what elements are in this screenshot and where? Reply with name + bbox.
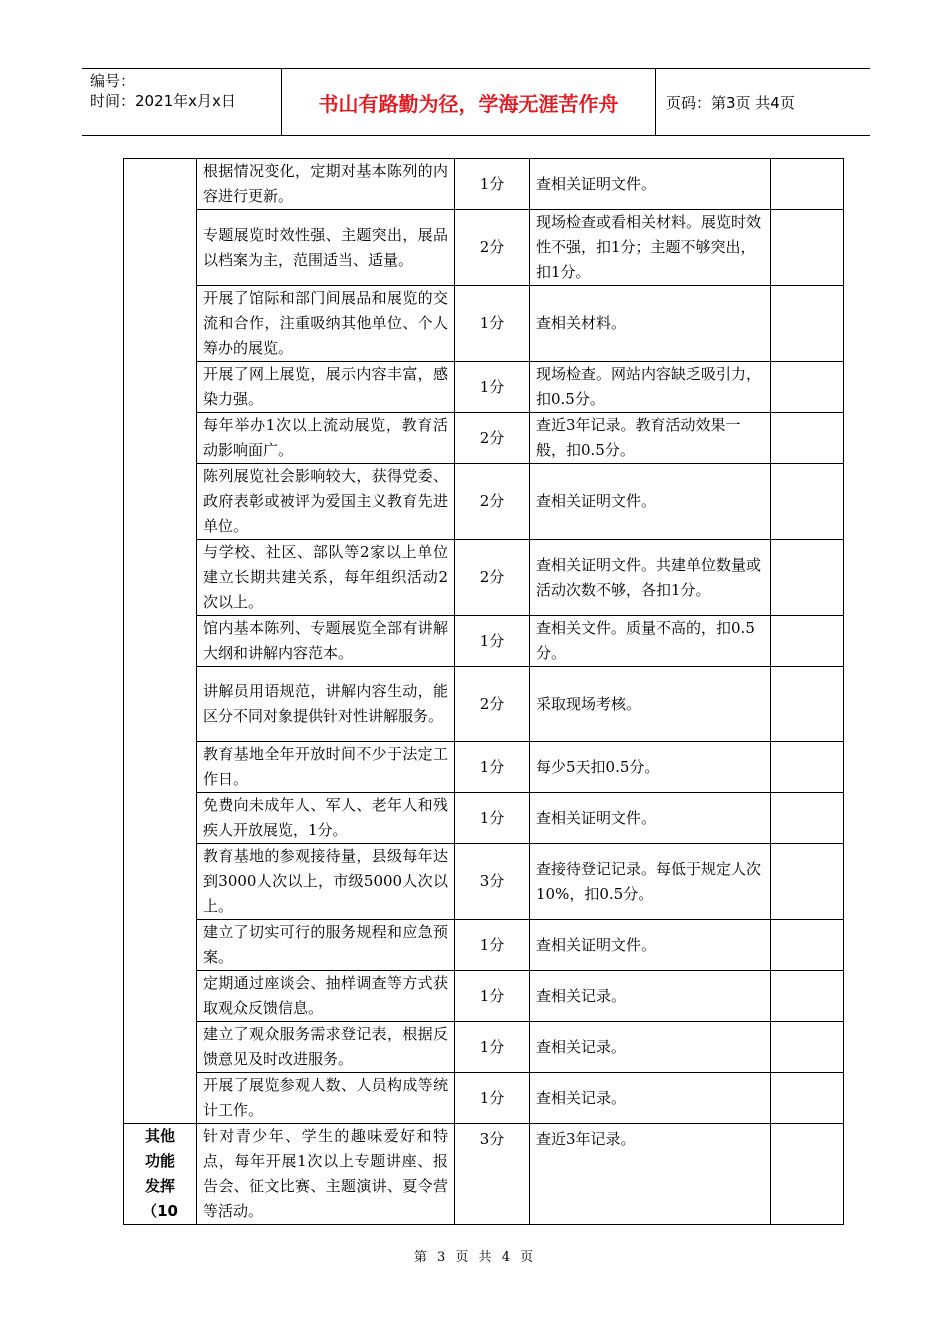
standard-cell: 馆内基本陈列、专题展览全部有讲解大纲和讲解内容范本。	[197, 616, 455, 667]
standard-cell: 讲解员用语规范，讲解内容生动，能区分不同对象提供针对性讲解服务。	[197, 667, 455, 742]
note-cell	[771, 286, 844, 362]
method-cell: 现场检查或看相关材料。展览时效性不强，扣1分；主题不够突出，扣1分。	[530, 210, 771, 286]
note-cell	[771, 742, 844, 793]
standard-cell: 根据情况变化，定期对基本陈列的内容进行更新。	[197, 159, 455, 210]
score-cell: 2分	[455, 667, 530, 742]
method-cell: 查相关文件。质量不高的，扣0.5分。	[530, 616, 771, 667]
note-cell	[771, 1124, 844, 1225]
method-cell: 查相关记录。	[530, 1073, 771, 1124]
table-row	[124, 793, 844, 844]
score-cell: 3分	[455, 1124, 530, 1225]
standard-cell: 开展了馆际和部门间展品和展览的交流和合作，注重吸纳其他单位、个人筹办的展览。	[197, 286, 455, 362]
table-row	[124, 540, 844, 616]
standard-cell: 建立了观众服务需求登记表，根据反馈意见及时改进服务。	[197, 1022, 455, 1073]
score-cell: 1分	[455, 286, 530, 362]
note-cell	[771, 464, 844, 540]
method-cell: 查相关证明文件。	[530, 159, 771, 210]
score-cell: 2分	[455, 540, 530, 616]
table-row	[124, 920, 844, 971]
method-cell: 每少5天扣0.5分。	[530, 742, 771, 793]
standard-cell: 教育基地的参观接待量，县级每年达到3000人次以上，市级5000人次以上。	[197, 844, 455, 920]
page-footer: 第 3 页 共 4 页	[413, 1250, 537, 1265]
table-row	[124, 1124, 844, 1225]
header-motto: 书山有路勤为径，学海无涯苦作舟	[282, 69, 656, 135]
method-cell: 查相关证明文件。共建单位数量或活动次数不够，各扣1分。	[530, 540, 771, 616]
standard-cell: 与学校、社区、部队等2家以上单位建立长期共建关系，每年组织活动2次以上。	[197, 540, 455, 616]
table-row	[124, 464, 844, 540]
method-cell: 查相关证明文件。	[530, 793, 771, 844]
standard-cell: 陈列展览社会影响较大，获得党委、政府表彰或被评为爱国主义教育先进单位。	[197, 464, 455, 540]
table-row	[124, 286, 844, 362]
note-cell	[771, 210, 844, 286]
table-row	[124, 362, 844, 413]
note-cell	[771, 1022, 844, 1073]
standard-cell: 专题展览时效性强、主题突出，展品以档案为主，范围适当、适量。	[197, 210, 455, 286]
note-cell	[771, 793, 844, 844]
method-cell: 查接待登记记录。每低于规定人次10%，扣0.5分。	[530, 844, 771, 920]
note-cell	[771, 844, 844, 920]
score-cell: 1分	[455, 1073, 530, 1124]
score-cell: 1分	[455, 616, 530, 667]
header-page-number: 页码：第3页 共4页	[666, 93, 795, 112]
score-cell: 1分	[455, 793, 530, 844]
table-row	[124, 210, 844, 286]
method-cell: 采取现场考核。	[530, 667, 771, 742]
table-row	[124, 844, 844, 920]
table-row	[124, 159, 844, 210]
standard-cell: 开展了网上展览，展示内容丰富，感染力强。	[197, 362, 455, 413]
score-cell: 1分	[455, 920, 530, 971]
method-cell: 查相关证明文件。	[530, 920, 771, 971]
method-cell: 查相关材料。	[530, 286, 771, 362]
standard-cell: 开展了展览参观人数、人员构成等统计工作。	[197, 1073, 455, 1124]
table-row	[124, 1073, 844, 1124]
score-cell: 2分	[455, 413, 530, 464]
method-cell: 现场检查。网站内容缺乏吸引力，扣0.5分。	[530, 362, 771, 413]
evaluation-table	[123, 158, 844, 1225]
method-cell: 查相关记录。	[530, 971, 771, 1022]
standard-cell: 教育基地全年开放时间不少于法定工作日。	[197, 742, 455, 793]
standard-cell: 免费向未成年人、军人、老年人和残疾人开放展览，1分。	[197, 793, 455, 844]
note-cell	[771, 540, 844, 616]
note-cell	[771, 159, 844, 210]
standard-cell: 定期通过座谈会、抽样调查等方式获取观众反馈信息。	[197, 971, 455, 1022]
score-cell: 1分	[455, 159, 530, 210]
score-cell: 1分	[455, 742, 530, 793]
method-cell: 查近3年记录。教育活动效果一般，扣0.5分。	[530, 413, 771, 464]
score-cell: 1分	[455, 971, 530, 1022]
score-cell: 1分	[455, 1022, 530, 1073]
category-cell-empty	[124, 159, 197, 1124]
table-row	[124, 971, 844, 1022]
note-cell	[771, 362, 844, 413]
table-row	[124, 667, 844, 742]
table-row	[124, 616, 844, 667]
method-cell: 查相关证明文件。	[530, 464, 771, 540]
note-cell	[771, 1073, 844, 1124]
note-cell	[771, 616, 844, 667]
table-row	[124, 742, 844, 793]
method-cell: 查近3年记录。	[530, 1124, 771, 1225]
page-header	[82, 68, 870, 136]
score-cell: 1分	[455, 362, 530, 413]
note-cell	[771, 413, 844, 464]
table-row	[124, 413, 844, 464]
score-cell: 2分	[455, 464, 530, 540]
standard-cell: 每年举办1次以上流动展览，教育活动影响面广。	[197, 413, 455, 464]
method-cell: 查相关记录。	[530, 1022, 771, 1073]
table-row	[124, 1022, 844, 1073]
standard-cell: 建立了切实可行的服务规程和应急预案。	[197, 920, 455, 971]
doc-date-label: 时间：2021年x月x日	[90, 92, 236, 110]
note-cell	[771, 920, 844, 971]
standard-cell: 针对青少年、学生的趣味爱好和特点，每年开展1次以上专题讲座、报告会、征文比赛、主题演讲、夏令营等活动。	[197, 1124, 455, 1225]
header-meta	[82, 69, 282, 135]
score-cell: 2分	[455, 210, 530, 286]
score-cell: 3分	[455, 844, 530, 920]
category-cell: 其他 功能 发挥 （10	[124, 1124, 197, 1225]
doc-number-label: 编号：	[90, 72, 136, 90]
note-cell	[771, 971, 844, 1022]
note-cell	[771, 667, 844, 742]
